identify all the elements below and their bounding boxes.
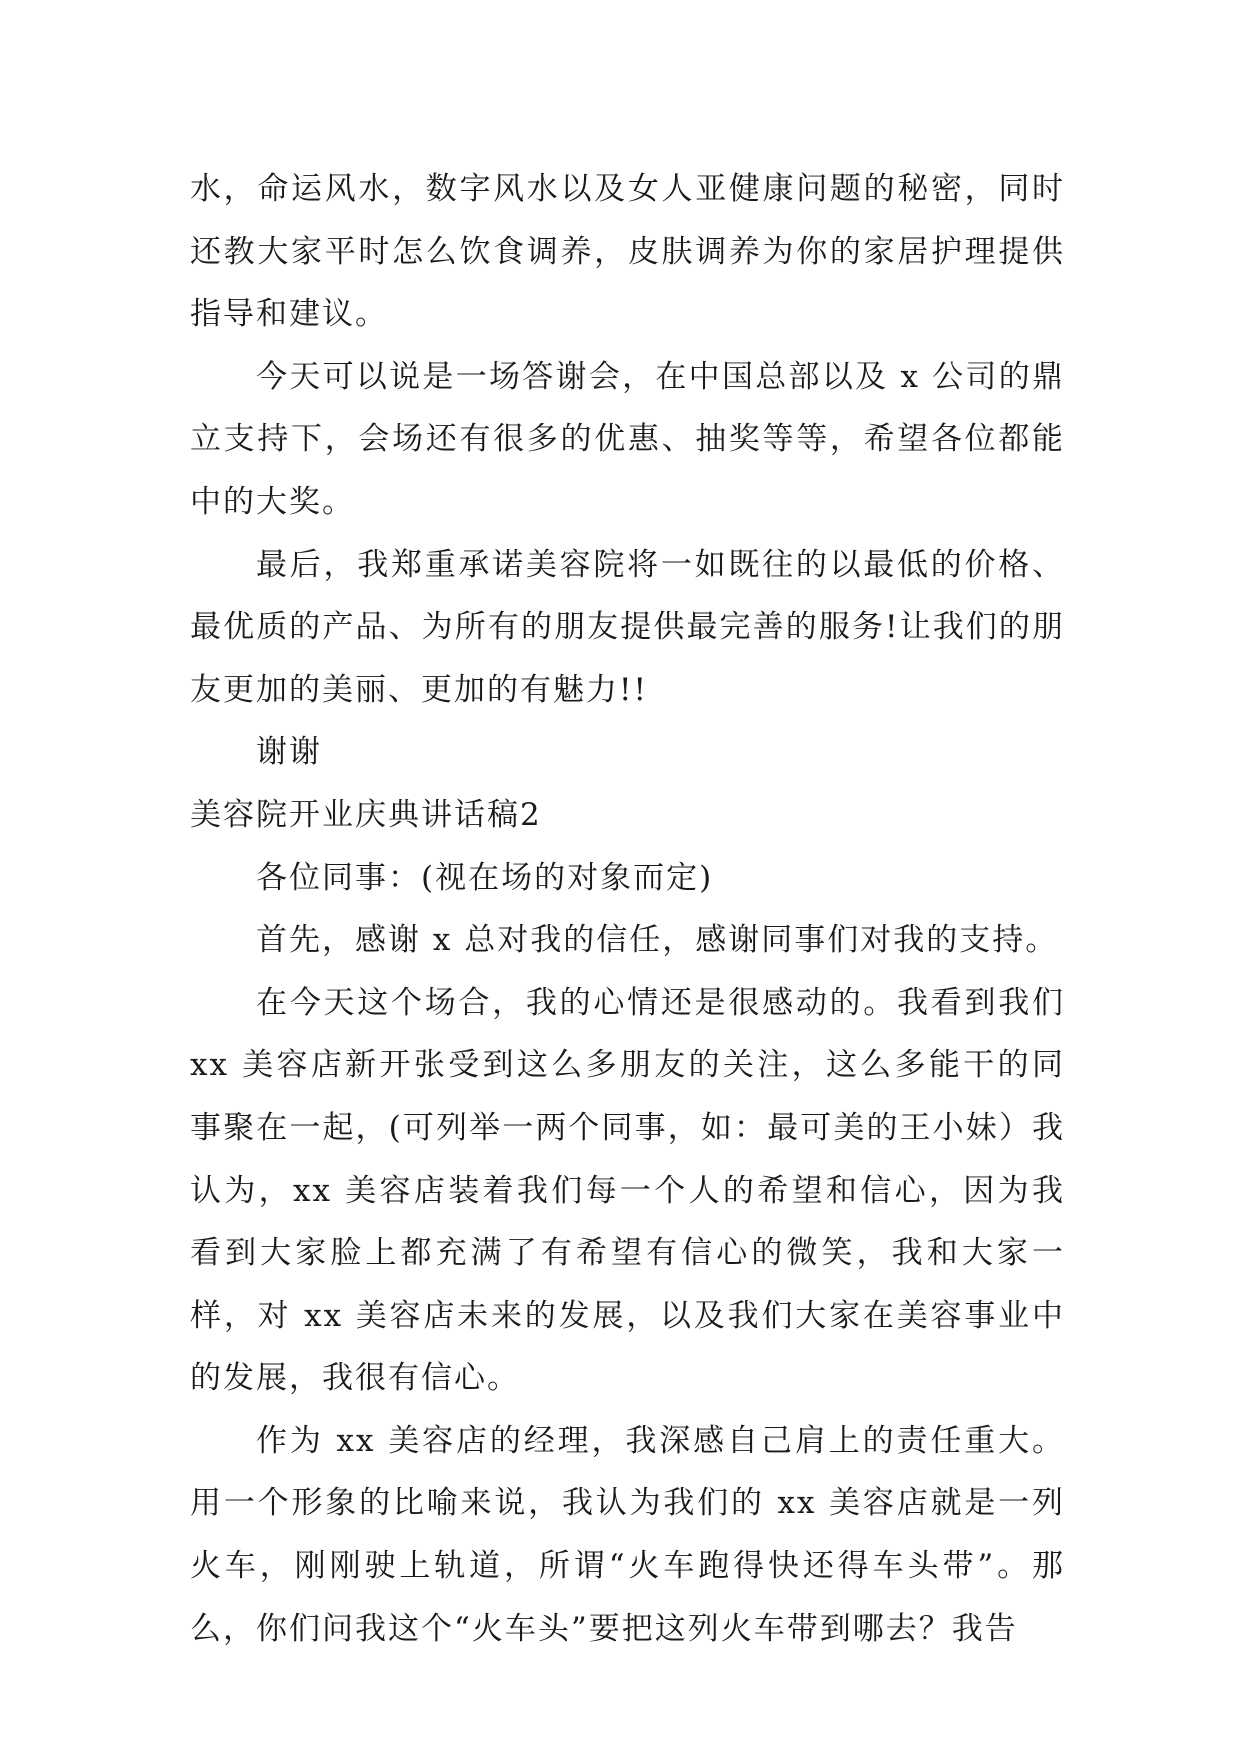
- paragraph: 首先，感谢 x 总对我的信任，感谢同事们对我的支持。: [256, 922, 1059, 959]
- salutation: 各位同事：(视在场的对象而定): [256, 859, 714, 896]
- section-title: 美容院开业庆典讲话稿2: [190, 796, 542, 833]
- paragraph: 作为 xx 美容店的经理，我深感自己肩上的责任重大。用一个形象的比喻来说，我认为我们的 xx 美容店就是一列火车，刚刚驶上轨道，所谓“火车跑得快还得车头带”。那么，你们问我这个“火车头”要把这列火车带到哪去？我告: [190, 1422, 1065, 1647]
- paragraph-continued: 水，命运风水，数字风水以及女人亚健康问题的秘密，同时还教大家平时怎么饮食调养，皮肤调养为你的家居护理提供指导和建议。: [190, 171, 1065, 333]
- paragraph: 今天可以说是一场答谢会，在中国总部以及 x 公司的鼎立支持下，会场还有很多的优惠、抽奖等等，希望各位都能中的大奖。: [190, 358, 1065, 520]
- paragraph: 最后，我郑重承诺美容院将一如既往的以最低的价格、最优质的产品、为所有的朋友提供最完善的服务!让我们的朋友更加的美丽、更加的有魅力!!: [190, 546, 1065, 708]
- closing-thanks: 谢谢: [256, 734, 322, 771]
- paragraph: 在今天这个场合，我的心情还是很感动的。我看到我们 xx 美容店新开张受到这么多朋友的关注，这么多能干的同事聚在一起，(可列举一两个同事，如：最可美的王小妹）我认为，xx 美容店装着我们每一个人的希望和信心，因为我看到大家脸上都充满了有希望有信心的微笑，我和大家一样，对 xx 美容店未来的发展，以及我们大家在美容事业中的发展，我很有信心。: [190, 984, 1065, 1397]
- document-body: [190, 158, 1065, 1660]
